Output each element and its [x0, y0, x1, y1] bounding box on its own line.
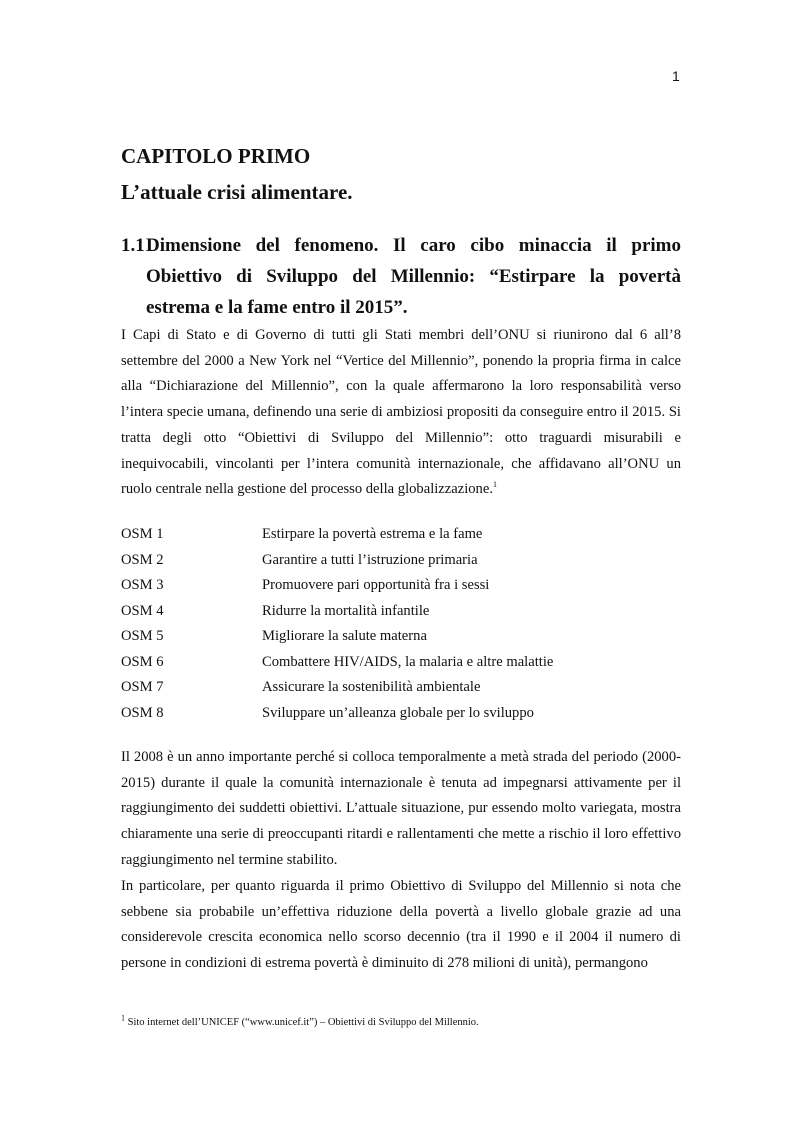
- goal-code: OSM 8: [121, 704, 164, 721]
- goal-code: OSM 3: [121, 577, 164, 593]
- goal-code: OSM 5: [121, 628, 164, 644]
- footnote-marker: 1: [121, 1013, 125, 1023]
- section-number: 1.1: [121, 235, 145, 256]
- millennium-goals-list: [121, 522, 681, 726]
- goal-text: Migliorare la salute materna: [262, 628, 427, 644]
- goal-code: OSM 7: [121, 679, 164, 695]
- body-paragraph: In particolare, per quanto riguarda il primo Obiettivo di Sviluppo del Millennio si nota che sebbene sia probabile un’effettiva riduzione della povertà a livello globale grazie ad una considerevole crescita economica nello scorso decennio (tra il 1990 e il 2004 il numero di persone in condizioni di estrema povertà è diminuito di 278 milioni di unità), permangono: [121, 878, 681, 972]
- page-number: 1: [672, 68, 680, 84]
- goal-text: Estirpare la povertà estrema e la fame: [262, 526, 483, 542]
- goal-row: [121, 548, 681, 574]
- goal-text: Assicurare la sostenibilità ambientale: [262, 679, 481, 695]
- goal-text: Ridurre la mortalità infantile: [262, 602, 430, 619]
- goal-row: [121, 701, 681, 727]
- footnote-reference: 1: [492, 480, 497, 490]
- section-title: Dimensione del fenomeno. Il caro cibo minaccia il primo Obiettivo di Sviluppo del Millennio: “Estirpare la povertà estrema e la fame entro il 2015”.: [146, 235, 681, 318]
- goal-code: OSM 4: [121, 602, 164, 619]
- goal-text: Sviluppare un’alleanza globale per lo sviluppo: [262, 704, 534, 721]
- chapter-label: CAPITOLO PRIMO: [121, 144, 311, 168]
- footnote: [121, 1013, 479, 1030]
- goal-code: OSM 6: [121, 653, 164, 670]
- goal-row: [121, 624, 681, 650]
- section-heading: [121, 230, 681, 323]
- goal-text: Promuovere pari opportunità fra i sessi: [262, 577, 490, 593]
- goal-row: [121, 599, 681, 625]
- body-paragraph: Il 2008 è un anno importante perché si colloca temporalmente a metà strada del periodo (2000-2015) durante il quale la comunità internazionale è tenuta ad impegnarsi attivamente per il raggiungimento dei suddetti obiettivi. L’attuale situazione, pur essendo molto variegata, mostra chiaramente una serie di preoccupanti ritardi e rallentamenti che mette a rischio il loro effettivo raggiungimento nel termine stabilito.: [121, 749, 681, 868]
- goal-code: OSM 1: [121, 526, 164, 542]
- goal-row: [121, 573, 681, 599]
- goal-text: Combattere HIV/AIDS, la malaria e altre malattie: [262, 653, 554, 670]
- footnote-text: Sito internet dell’UNICEF (“www.unicef.it”) – Obiettivi di Sviluppo del Millennio.: [127, 1017, 479, 1028]
- goal-row: [121, 650, 681, 676]
- goal-text: Garantire a tutti l’istruzione primaria: [262, 551, 478, 568]
- goal-row: [121, 675, 681, 701]
- goal-row: [121, 522, 681, 548]
- chapter-subtitle: L’attuale crisi alimentare.: [121, 180, 353, 204]
- goal-code: OSM 2: [121, 551, 164, 568]
- intro-paragraph-text: I Capi di Stato e di Governo di tutti gli Stati membri dell’ONU si riunirono dal 6 all’8 settembre del 2000 a New York nel “Vertice del Millennio”, ponendo la propria firma in calce alla “Dichiarazione del Millennio”, con la quale affermarono la loro responsabilità verso l’intera specie umana, definendo una serie di ambiziosi propositi da conseguire entro il 2015. Si tratta degli otto “Obiettivi di Sviluppo del Millennio”: otto traguardi misurabili e inequivocabili, vincolanti per l’intera comunità internazionale, che affidavano all’ONU un ruolo centrale nella gestione del processo della globalizzazione.: [121, 327, 681, 498]
- intro-paragraph: [121, 323, 681, 503]
